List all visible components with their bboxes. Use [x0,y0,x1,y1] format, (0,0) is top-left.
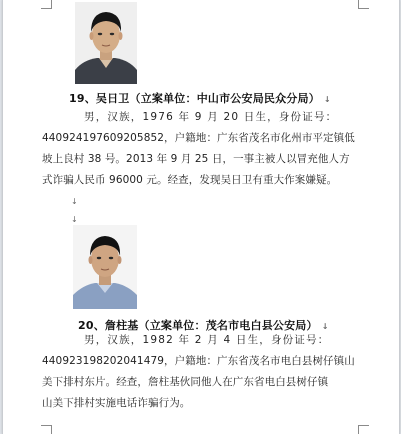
paragraph-line: 式诈骗人民币 96000 元。经查，发现吴日卫有重大作案嫌疑。 [42,174,338,186]
page-corner-mark [41,0,52,9]
page-corner-mark [358,0,369,9]
paragraph-line: 440923198202041479，户籍地：广东省茂名市电白县树仔镇山 [42,355,355,367]
paragraph-line: 坡上良村 38 号。2013 年 9 月 25 日，一事主被人以冒充他人方 [42,153,350,165]
paragraph-mark: ↓ [71,197,78,206]
entry-paragraph [42,330,360,414]
page-corner-mark [358,425,369,434]
entry-paragraph [42,107,360,191]
suspect-photo-19 [75,2,137,84]
suspect-photo-20 [73,225,137,309]
entry-heading: 20、詹柱基（立案单位：茂名市电白县公安局） ↓ [78,319,329,332]
entry-heading: 19、吴日卫（立案单位：中山市公安局民众分局） ↓ [69,92,331,105]
paragraph-line: 美下排村东片。经查，詹柱基伙同他人在广东省电白县树仔镇 [42,376,329,388]
paragraph-line: 男，汉族，1982 年 2 月 4 日生，身份证号： [84,334,330,346]
paragraph-line: 山美下排村实施电话诈骗行为。 [42,397,191,409]
page-corner-mark [41,425,52,434]
paragraph-mark: ↓ [71,215,78,224]
paragraph-line: 440924197609205852，户籍地：广东省茂名市化州市平定镇低 [42,132,355,144]
paragraph-line: 男，汉族，1976 年 9 月 20 日生，身份证号： [84,111,338,123]
